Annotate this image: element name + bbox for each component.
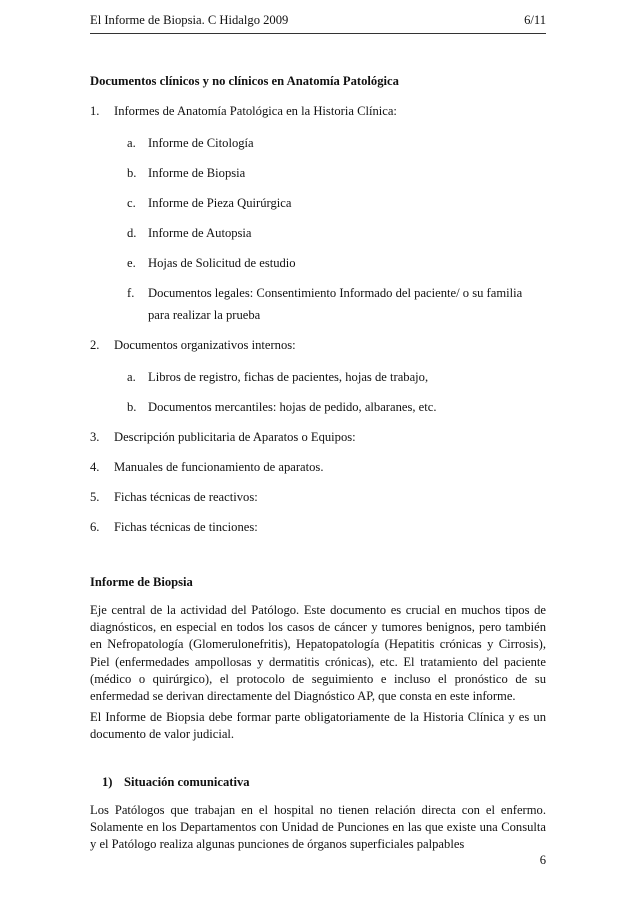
sublist-letter: f.	[127, 286, 135, 300]
paragraph-informe-biopsia-2: El Informe de Biopsia debe formar parte obligatoriamente de la Historia Clínica y es un documento de valor judicial.	[90, 710, 546, 742]
section-title-documentos: Documentos clínicos y no clínicos en Anatomía Patológica	[90, 74, 399, 88]
list-number: 4.	[90, 460, 100, 474]
sublist-item-a	[90, 134, 546, 152]
list-number: 6.	[90, 520, 100, 534]
list-number: 1.	[90, 104, 100, 118]
list-item-text: Fichas técnicas de tinciones:	[114, 520, 258, 534]
sublist-text: Informe de Autopsia	[148, 226, 252, 240]
sublist-text: Documentos legales: Consentimiento Informado del paciente/ o su familia para realizar la prueba	[148, 286, 523, 322]
subsection-number: 1)	[102, 774, 113, 789]
sublist-letter: c.	[127, 196, 136, 210]
list-item-text: Descripción publicitaria de Aparatos o Equipos:	[114, 430, 356, 444]
sublist2-item-b	[90, 398, 546, 416]
sublist-text: Documentos mercantiles: hojas de pedido, albaranes, etc.	[148, 400, 437, 414]
list-number: 3.	[90, 430, 100, 444]
list-item-text: Documentos organizativos internos:	[114, 338, 296, 352]
sublist-letter: a.	[127, 136, 136, 150]
list-item-3	[90, 428, 546, 446]
sublist-letter: b.	[127, 400, 137, 414]
paragraph-informe-biopsia-1: Eje central de la actividad del Patólogo. Este documento es crucial en muchos tipos de diagnósticos, en especial en todos los casos de cáncer y tumores benignos, pero también en Nefropatología (Glomerulonefritis), Hepatopatología (Hepatitis crónicas y Cirrosis), Piel (enfermedades ampollosas y dermatitis crónicas), etc. El tratamiento del paciente (médico o quirúrgico), el protocolo de seguimiento e incluso el pronóstico de su enfermedad se derivan directamente del Diagnóstico AP, que consta en este informe.	[90, 603, 546, 704]
subsection-title-situacion	[90, 773, 546, 791]
list-item-text: Informes de Anatomía Patológica en la Historia Clínica:	[114, 104, 397, 118]
header-page-count: 6/11	[524, 13, 546, 27]
sublist-item-f	[90, 282, 546, 326]
sublist-item-b	[90, 164, 546, 182]
sublist-text: Libros de registro, fichas de pacientes, hojas de trabajo,	[148, 370, 429, 384]
page-number: 6	[539, 853, 546, 867]
sublist-item-d	[90, 224, 546, 242]
list-item-4	[90, 458, 546, 476]
header-title: El Informe de Biopsia. C Hidalgo 2009	[90, 13, 289, 27]
sublist-letter: b.	[127, 166, 137, 180]
page-header	[90, 11, 546, 33]
paragraph-situacion-1: Los Patólogos que trabajan en el hospital no tienen relación directa con el enfermo. Solamente en los Departamentos con Unidad de Punciones en las que existe una Consulta y el Patólogo realiza algunas punciones de órganos superficiales palpables	[90, 802, 546, 852]
list-item-1	[90, 102, 546, 120]
list-number: 2.	[90, 338, 100, 352]
sublist-text: Informe de Citología	[148, 136, 254, 150]
list-number: 5.	[90, 490, 100, 504]
sublist-text: Hojas de Solicitud de estudio	[148, 256, 296, 270]
list-item-text: Manuales de funcionamiento de aparatos.	[114, 460, 324, 474]
sublist-text: Informe de Pieza Quirúrgica	[148, 196, 292, 210]
sublist2-item-a	[90, 368, 546, 386]
sublist-letter: e.	[127, 256, 136, 270]
header-divider	[90, 33, 546, 34]
sublist-item-e	[90, 254, 546, 272]
sublist-item-c	[90, 194, 546, 212]
sublist-text: Informe de Biopsia	[148, 166, 246, 180]
subsection-title-text: Situación comunicativa	[124, 774, 250, 789]
sublist-letter: d.	[127, 226, 137, 240]
list-item-2	[90, 336, 546, 354]
page-content	[90, 60, 546, 853]
list-item-5	[90, 488, 546, 506]
section-title-informe-biopsia: Informe de Biopsia	[90, 575, 193, 589]
list-item-text: Fichas técnicas de reactivos:	[114, 490, 258, 504]
sublist-letter: a.	[127, 370, 136, 384]
list-item-6	[90, 518, 546, 536]
